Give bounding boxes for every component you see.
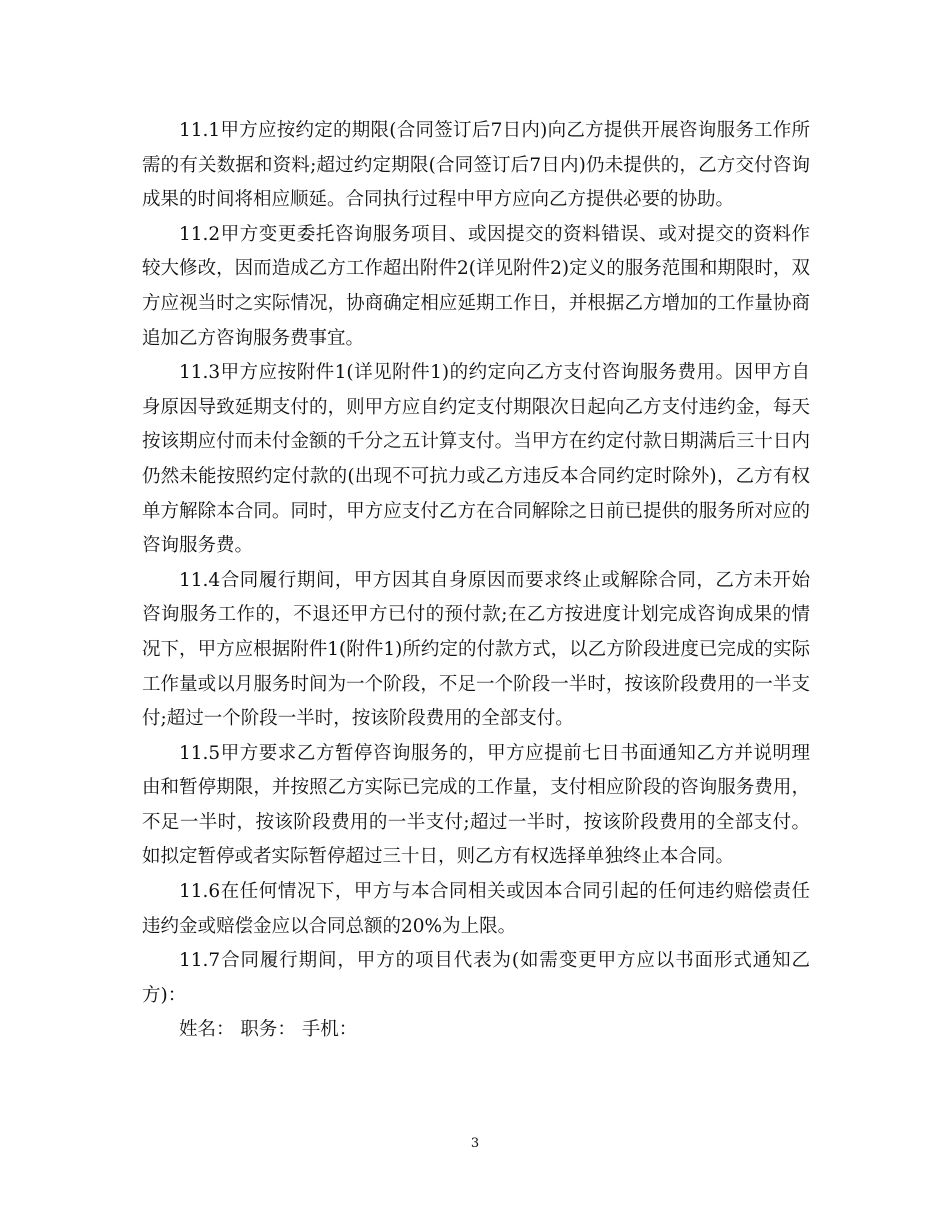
page-number: 3 bbox=[470, 1136, 480, 1151]
clause-11-3: 11.3甲方应按附件1(详见附件1)的约定向乙方支付咨询服务费用。因甲方自身原因导致延期支付的，则甲方应自约定支付期限次日起向乙方支付违约金，每天按该期应付而未付金额的千分之五计算支付。当甲方在约定付款日期满后三十日内仍然未能按照约定付款的(出现不可抗力或乙方违反本合同约定时除外)，乙方有权单方解除本合同。同时，甲方应支付乙方在合同解除之日前已提供的服务所对应的咨询服务费。 bbox=[142, 362, 810, 557]
document-body bbox=[142, 114, 810, 1048]
clause-11-4: 11.4合同履行期间，甲方因其自身原因而要求终止或解除合同，乙方未开始咨询服务工作的，不退还甲方已付的预付款;在乙方按进度计划完成咨询成果的情况下，甲方应根据附件1(附件1)所约定的付款方式，以乙方阶段进度已完成的实际工作量或以月服务时间为一个阶段，不足一个阶段一半时，按该阶段费用的一半支付;超过一个阶段一半时，按该阶段费用的全部支付。 bbox=[142, 569, 810, 730]
clause-11-7: 11.7合同履行期间，甲方的项目代表为(如需变更甲方应以书面形式通知乙方)： bbox=[142, 950, 810, 1006]
clause-11-2: 11.2甲方变更委托咨询服务项目、或因提交的资料错误、或对提交的资料作较大修改，因而造成乙方工作超出附件2(详见附件2)定义的服务范围和期限时，双方应视当时之实际情况，协商确定相应延期工作日，并根据乙方增加的工作量协商追加乙方咨询服务费事宜。 bbox=[142, 223, 810, 349]
clause-11-5: 11.5甲方要求乙方暂停咨询服务的，甲方应提前七日书面通知乙方并说明理由和暂停期限，并按照乙方实际已完成的工作量，支付相应阶段的咨询服务费用，不足一半时，按该阶段费用的一半支付;超过一半时，按该阶段费用的全部支付。如拟定暂停或者实际暂停超过三十日，则乙方有权选择单独终止本合同。 bbox=[142, 742, 810, 868]
clause-11-1: 11.1甲方应按约定的期限(合同签订后7日内)向乙方提供开展咨询服务工作所需的有关数据和资料;超过约定期限(合同签订后7日内)仍未提供的，乙方交付咨询成果的时间将相应顺延。合同执行过程中甲方应向乙方提供必要的协助。 bbox=[142, 120, 810, 211]
clause-11-6: 11.6在任何情况下，甲方与本合同相关或因本合同引起的任何违约赔偿责任违约金或赔偿金应以合同总额的20%为上限。 bbox=[142, 881, 810, 937]
representative-fields: 姓名： 职务： 手机： bbox=[179, 1019, 358, 1041]
